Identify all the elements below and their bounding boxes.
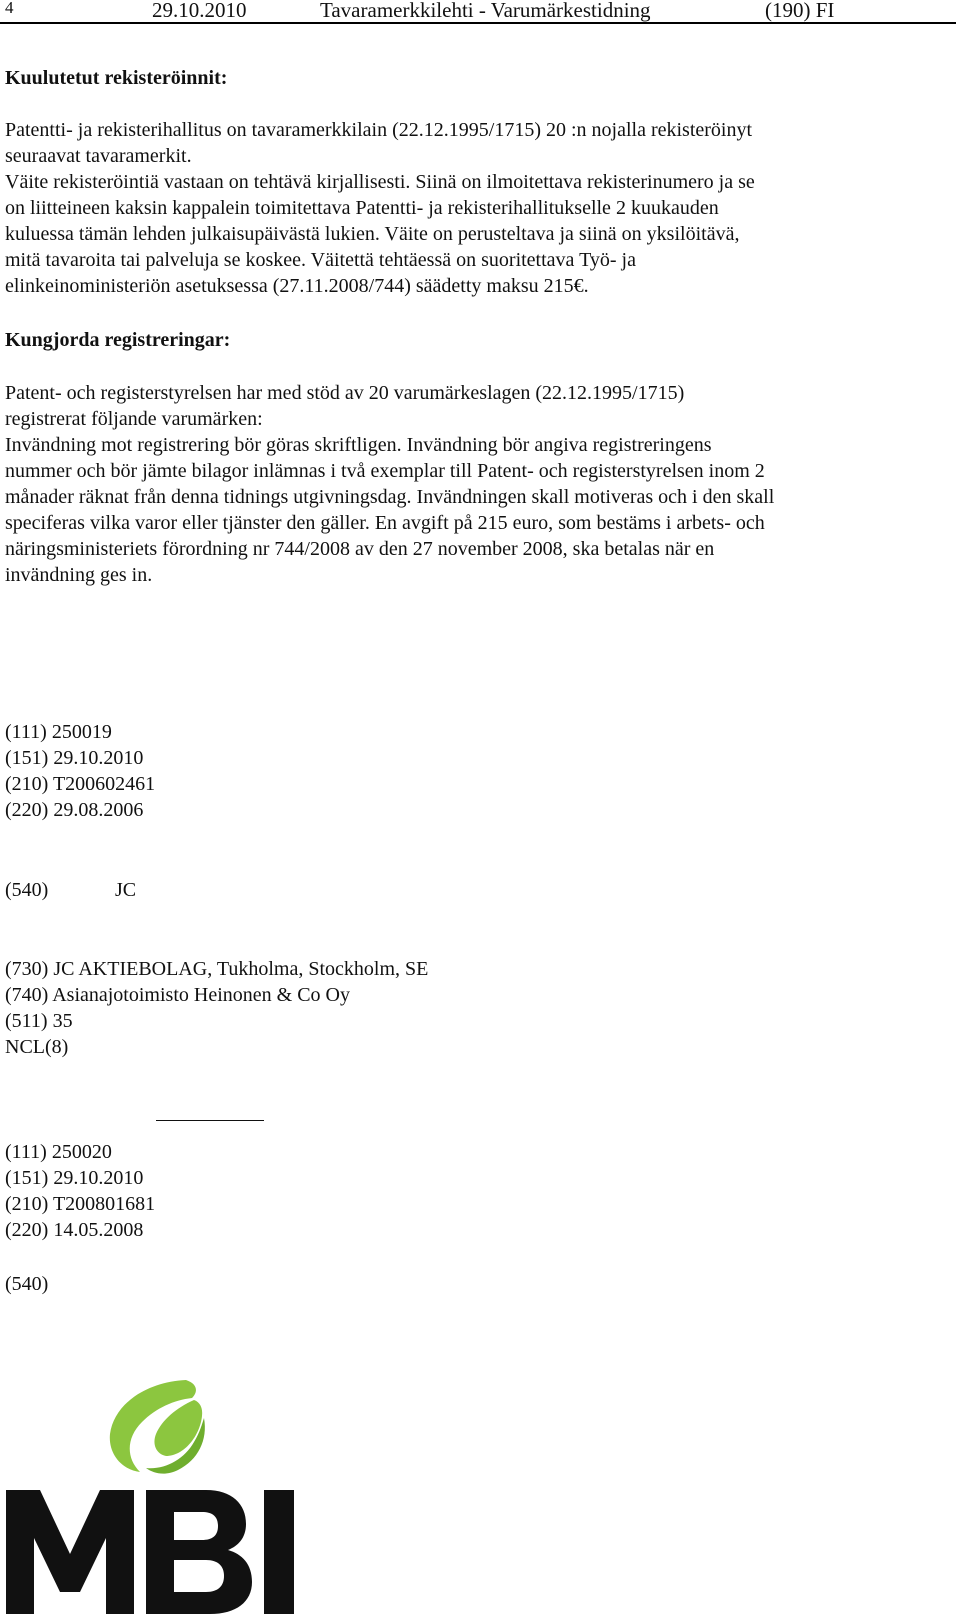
record-2-field-220: (220) 14.05.2008 — [5, 1219, 144, 1241]
fi-line: on liitteineen kaksin kappalein toimitettava Patentti- ja rekisterihallitukselle 2 kuukauden — [5, 197, 719, 219]
sv-line: speciferas vilka varor eller tjänster den gäller. En avgift på 215 euro, som bestäms i arbets- och — [5, 512, 765, 534]
record-1-field-730: (730) JC AKTIEBOLAG, Tukholma, Stockholm, SE — [5, 958, 429, 980]
heading-fi: Kuulutetut rekisteröinnit: — [5, 67, 228, 89]
record-2-field-111: (111) 250020 — [5, 1141, 112, 1163]
trademark-text: JC — [115, 879, 137, 901]
heading-sv: Kungjorda registreringar: — [5, 329, 231, 351]
record-1-ncl: NCL(8) — [5, 1036, 69, 1058]
sv-line: invändning ges in. — [5, 564, 153, 586]
fi-line: kuluessa tämän lehden julkaisupäivästä lukien. Väite on perusteltava ja siinä on yksilöitävä, — [5, 223, 740, 245]
record-separator — [156, 1120, 264, 1121]
mbi-logo-image — [6, 1378, 306, 1618]
record-1-field-220: (220) 29.08.2006 — [5, 799, 144, 821]
fi-line: seuraavat tavaramerkit. — [5, 145, 192, 167]
fi-line: mitä tavaroita tai palveluja se koskee. Väitettä tehtäessä on suoritettava Työ- ja — [5, 249, 636, 271]
mbi-wordmark — [6, 1490, 294, 1614]
record-2-field-151: (151) 29.10.2010 — [5, 1167, 144, 1189]
sv-line: Invändning mot registrering bör göras skriftligen. Invändning bör angiva registreringens — [5, 434, 712, 456]
record-2-field-210: (210) T200801681 — [5, 1193, 156, 1215]
record-2-field-540: (540) — [5, 1273, 49, 1295]
record-1-field-111: (111) 250019 — [5, 721, 112, 743]
issue-date: 29.10.2010 — [152, 0, 247, 22]
field-540-code: (540) — [5, 879, 49, 901]
record-1-field-210: (210) T200602461 — [5, 773, 156, 795]
record-1-field-740: (740) Asianajotoimisto Heinonen & Co Oy — [5, 984, 350, 1006]
sv-line: nummer och bör jämte bilagor inlämnas i två exemplar till Patent- och registerstyrelsen inom 2 — [5, 460, 765, 482]
record-1-field-151: (151) 29.10.2010 — [5, 747, 144, 769]
sv-line: månader räknat från denna tidnings utgivningsdag. Invändningen skall motiveras och i den skall — [5, 486, 775, 508]
fi-line: Väite rekisteröintiä vastaan on tehtävä kirjallisesti. Siinä on ilmoitettava rekisterinumero ja se — [5, 171, 755, 193]
sv-line: registrerat följande varumärken: — [5, 408, 263, 430]
fi-line: Patentti- ja rekisterihallitus on tavaramerkkilain (22.12.1995/1715) 20 :n nojalla rekisteröinyt — [5, 119, 753, 141]
page-header — [0, 0, 956, 24]
record-1-field-540 — [5, 878, 136, 902]
sv-line: näringsministeriets förordning nr 744/2008 av den 27 november 2008, ska betalas när en — [5, 538, 715, 560]
fi-line: elinkeinoministeriön asetuksessa (27.11.2008/744) säädetty maksu 215€. — [5, 275, 589, 297]
publication-title: Tavaramerkkilehti - Varumärkestidning — [320, 0, 651, 22]
sv-line: Patent- och registerstyrelsen har med stöd av 20 varumärkeslagen (22.12.1995/1715) — [5, 382, 685, 404]
record-1-field-511: (511) 35 — [5, 1010, 73, 1032]
page-number: 4 — [5, 0, 14, 17]
country-code: (190) FI — [765, 0, 835, 22]
leaf-icon — [110, 1380, 205, 1474]
